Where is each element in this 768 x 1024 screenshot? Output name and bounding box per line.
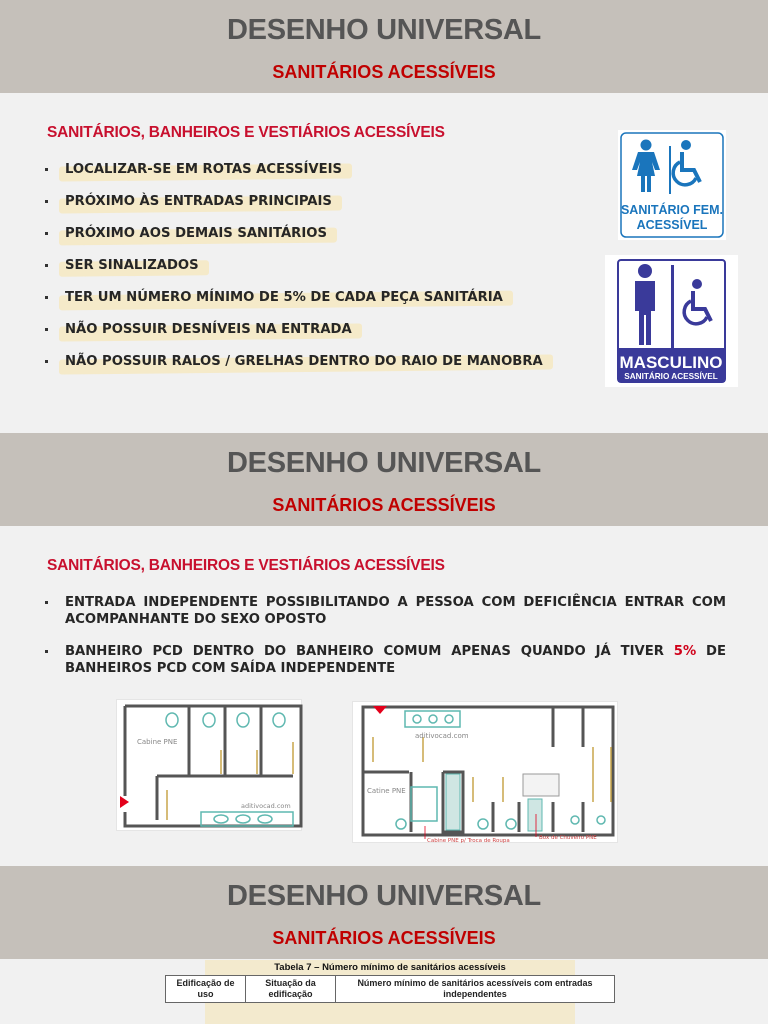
svg-text:MASCULINO: MASCULINO [619, 353, 723, 372]
svg-text:Cabine PNE p/ Troca de Roupa: Cabine PNE p/ Troca de Roupa [427, 838, 510, 844]
male-accessible-restroom-sign [605, 255, 738, 387]
bullet-icon [45, 328, 48, 331]
table-header-cell: Edificação de uso [166, 976, 246, 1003]
bullet-item: NÃO POSSUIR DESNÍVEIS NA ENTRADA [44, 321, 543, 353]
slide-header [0, 0, 768, 93]
slide-title: DESENHO UNIVERSAL [227, 14, 541, 46]
section-title: SANITÁRIOS, BANHEIROS E VESTIÁRIOS ACESSÍVEIS [47, 557, 445, 574]
bullet-icon [45, 200, 48, 203]
table-header-cell: Número mínimo de sanitários acessíveis com entradas independentes [336, 976, 615, 1003]
bullet-item: NÃO POSSUIR RALOS / GRELHAS DENTRO DO RAIO DE MANOBRA [44, 353, 543, 385]
floor-plan-drawing [353, 702, 619, 844]
bullet-icon [45, 168, 48, 171]
table-7 [165, 961, 615, 1003]
slide-subtitle: SANITÁRIOS ACESSÍVEIS [272, 62, 496, 82]
bullet-icon [45, 264, 48, 267]
table-header-cell: Situação da edificação [246, 976, 336, 1003]
slide-subtitle: SANITÁRIOS ACESSÍVEIS [272, 495, 496, 515]
bullet-icon [45, 296, 48, 299]
bullet-item: SER SINALIZADOS [44, 257, 543, 289]
slide-2 [0, 433, 768, 866]
floor-plan-1 [116, 699, 302, 831]
table-caption: Tabela 7 – Número mínimo de sanitários acessíveis [274, 962, 506, 973]
bullet-item: LOCALIZAR-SE EM ROTAS ACESSÍVEIS [44, 161, 543, 193]
slide-1 [0, 0, 768, 433]
paragraph-bullet: BANHEIRO PCD DENTRO DO BANHEIRO COMUM APENAS QUANDO JÁ TIVER 5% DE BANHEIROS PCD COM SAÍDA INDEPENDENTE [44, 643, 726, 677]
section-title: SANITÁRIOS, BANHEIROS E VESTIÁRIOS ACESSÍVEIS [47, 124, 445, 141]
floor-plan-2 [352, 701, 618, 843]
highlight-percentage: 5% [673, 644, 697, 659]
slide-3 [0, 866, 768, 1024]
svg-text:ACESSÍVEL: ACESSÍVEL [636, 218, 708, 232]
female-wheelchair-icon [618, 130, 726, 240]
bullet-icon [45, 601, 48, 604]
svg-text:Cabine PNE: Cabine PNE [137, 738, 178, 746]
female-accessible-restroom-sign [618, 130, 726, 240]
slide-subtitle: SANITÁRIOS ACESSÍVEIS [272, 928, 496, 948]
bullet-icon [45, 650, 48, 653]
svg-text:SANITÁRIO FEM.: SANITÁRIO FEM. [620, 203, 724, 217]
svg-text:Box de Chuveiro PNE: Box de Chuveiro PNE [539, 835, 597, 841]
slide-title: DESENHO UNIVERSAL [227, 880, 541, 912]
slide-header [0, 433, 768, 526]
svg-text:aditivocad.com: aditivocad.com [241, 802, 291, 810]
bullet-item: TER UM NÚMERO MÍNIMO DE 5% DE CADA PEÇA SANITÁRIA [44, 289, 543, 321]
paragraph-bullet: ENTRADA INDEPENDENTE POSSIBILITANDO A PESSOA COM DEFICIÊNCIA ENTRAR COM ACOMPANHANTE DO SEXO OPOSTO [44, 594, 726, 628]
bullet-item: PRÓXIMO AOS DEMAIS SANITÁRIOS [44, 225, 543, 257]
floor-plan-drawing [117, 700, 303, 832]
bullet-icon [45, 360, 48, 363]
slide-header [0, 866, 768, 959]
bullet-item: PRÓXIMO ÀS ENTRADAS PRINCIPAIS [44, 193, 543, 225]
slide-title: DESENHO UNIVERSAL [227, 447, 541, 479]
bullet-list [44, 161, 543, 385]
svg-text:aditivocad.com: aditivocad.com [415, 732, 469, 740]
bullet-icon [45, 232, 48, 235]
svg-text:Catine PNE: Catine PNE [367, 787, 406, 795]
min-accessible-sanitaries-table [165, 975, 615, 1003]
svg-text:SANITÁRIO ACESSÍVEL: SANITÁRIO ACESSÍVEL [624, 372, 718, 381]
male-wheelchair-icon [605, 255, 738, 387]
